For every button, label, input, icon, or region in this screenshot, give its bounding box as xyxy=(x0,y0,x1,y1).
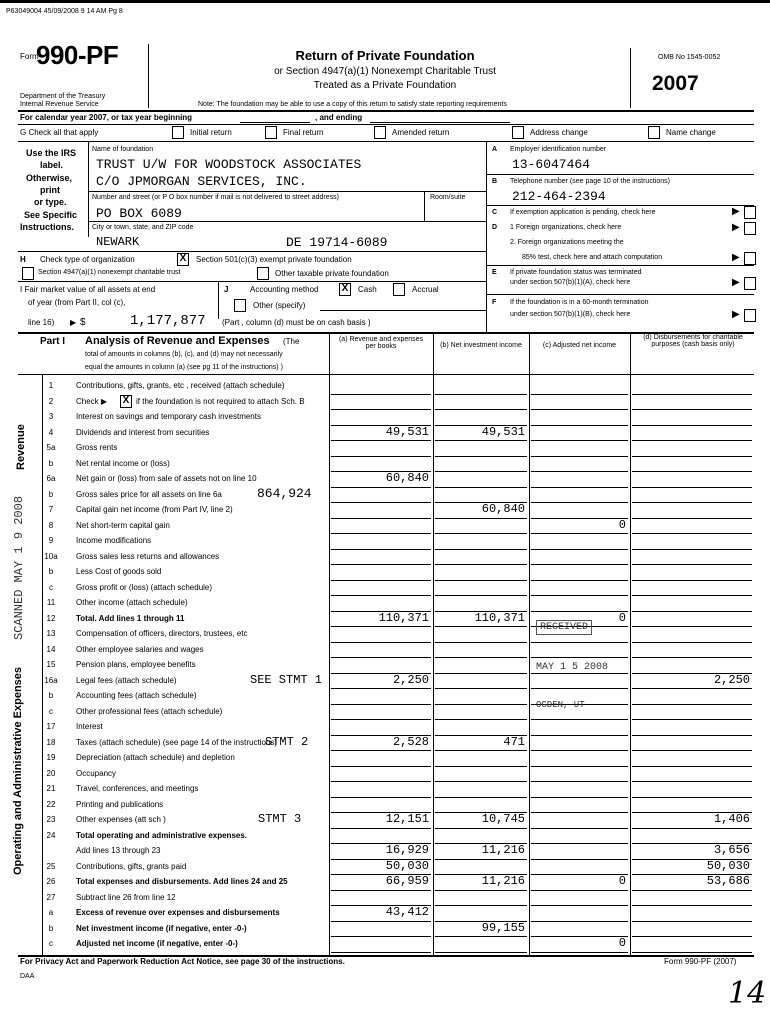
col-a-value: 12,151 xyxy=(385,812,429,826)
table-row xyxy=(0,829,770,843)
line-number: 25 xyxy=(46,861,56,871)
line-label: Adjusted net income (if negative, enter -0-) xyxy=(76,939,238,948)
line-label: Contributions, gifts, grants paid xyxy=(76,861,187,871)
line-label: Legal fees (attach schedule) xyxy=(76,675,177,685)
line-number: b xyxy=(48,489,54,499)
street-address: PO BOX 6089 xyxy=(96,206,182,221)
h-label: H xyxy=(20,255,26,264)
table-row xyxy=(0,441,770,455)
col-b-value: 10,745 xyxy=(481,812,525,826)
line-label: Net gain or (loss) from sale of assets not on line 10 xyxy=(76,474,257,483)
line-number: 23 xyxy=(46,815,56,824)
line-number: 16a xyxy=(44,675,58,685)
line-number: 9 xyxy=(48,536,54,545)
line-label: Add lines 13 through 23 xyxy=(76,846,161,855)
table-row xyxy=(0,426,770,440)
table-row xyxy=(0,891,770,905)
d2-arrow-icon: ▶ xyxy=(732,252,740,263)
fmv-label3: line 16) xyxy=(28,318,55,327)
table-row xyxy=(0,410,770,424)
cash-label: Cash xyxy=(358,285,377,294)
terminated-label: If private foundation status was terminated xyxy=(510,269,642,276)
part-i-label: Part I xyxy=(40,336,66,347)
col-b-value: 49,531 xyxy=(481,424,525,439)
cash-checkbox[interactable]: X xyxy=(339,283,351,296)
line-label: Other employee salaries and wages xyxy=(76,644,204,654)
foreign-org-label: 1 Foreign organizations, check here xyxy=(510,224,622,231)
top-edge xyxy=(0,0,770,3)
table-row xyxy=(0,937,770,951)
col-c-value: 0 xyxy=(618,610,626,625)
line-label: Pension plans, employee benefits xyxy=(76,660,196,669)
line-label: Occupancy xyxy=(76,768,117,778)
calendar-year-label: For calendar year 2007, or tax year beginning xyxy=(20,113,193,122)
e-arrow-icon: ▶ xyxy=(732,277,740,288)
or-type-word: or type. xyxy=(34,197,67,207)
fmv-label2: of year (from Part II, col (c), xyxy=(28,298,126,307)
line-number: 6a xyxy=(46,474,56,483)
gross-sales-value: 864,924 xyxy=(257,485,312,501)
dept-line1: Department of the Treasury xyxy=(20,93,106,100)
table-row xyxy=(0,503,770,517)
col-a-value: 66,959 xyxy=(385,874,429,888)
line-label: Subtract line 26 from line 12 xyxy=(76,892,176,902)
line-label: Other professional fees (attach schedule) xyxy=(76,706,223,716)
table-row xyxy=(0,472,770,486)
col-b-value: 60,840 xyxy=(481,502,525,516)
ein-caption: Employer identification number xyxy=(510,146,607,153)
form-word: Form xyxy=(20,52,39,61)
col-b-value: 11,216 xyxy=(481,874,525,888)
col-b-header: (b) Net investment income xyxy=(440,342,522,349)
line-label: Capital gain net income (from Part IV, line 2) xyxy=(76,505,233,514)
foundation-name-caption: Name of foundation xyxy=(92,146,154,153)
revenue-side-label: Revenue xyxy=(15,424,27,470)
accounting-method-label: Accounting method xyxy=(250,285,319,294)
line-number: 26 xyxy=(46,877,56,886)
part-i-title-tail: (The xyxy=(283,337,300,346)
table-row xyxy=(0,736,770,750)
foreign-85-label: 2. Foreign organizations meeting the xyxy=(510,239,624,246)
table-row xyxy=(0,906,770,920)
city: NEWARK xyxy=(96,235,140,249)
e-label: E xyxy=(492,269,497,276)
line-label-tail: if the foundation is not required to attach Sch. B xyxy=(136,396,305,406)
table-row xyxy=(0,767,770,781)
table-row xyxy=(0,596,770,610)
form-year: 2007 xyxy=(652,72,699,95)
top-stamp: P63049004 45/09/2008 9 14 AM Pg 8 xyxy=(6,8,123,15)
f-label: F xyxy=(492,299,497,306)
fmv-label: I Fair market value of all assets at end xyxy=(20,285,156,294)
line-label: Net investment income (if negative, enter -0-) xyxy=(76,923,247,933)
see-specific-word: See Specific xyxy=(24,210,78,220)
col-a-value: 16,929 xyxy=(385,843,429,857)
line-number: 11 xyxy=(46,598,56,607)
line-number: 22 xyxy=(46,799,56,809)
other-method-label: Other (specify) xyxy=(253,301,306,310)
accrual-label: Accrual xyxy=(412,285,439,294)
form-subtitle: or Section 4947(a)(1) Nonexempt Charitable Trust xyxy=(274,66,496,77)
col-a-value: 60,840 xyxy=(385,471,429,485)
phone-value: 212-464-2394 xyxy=(512,189,606,204)
col-d-value: 53,686 xyxy=(706,874,750,888)
line-label: Gross sales less returns and allowances xyxy=(76,551,220,561)
col-d-value: 1,406 xyxy=(713,812,750,826)
dollar-sign: $ xyxy=(80,317,86,328)
line-label: Interest on savings and temporary cash investments xyxy=(76,412,261,421)
table-row xyxy=(0,844,770,858)
sixty-month-checkbox[interactable] xyxy=(744,309,756,322)
col-c-value: 0 xyxy=(618,936,626,950)
name-change-checkbox[interactable] xyxy=(648,126,660,139)
foreign-85-label2: 85% test, check here and attach computation xyxy=(522,254,663,261)
received-stamp: RECEIVED xyxy=(536,620,592,635)
col-b-value: 110,371 xyxy=(474,610,525,625)
line-label: Total. Add lines 1 through 11 xyxy=(76,613,185,623)
col-b-value: 471 xyxy=(503,734,525,749)
line-label: Total expenses and disbursements. Add lines 24 and 25 xyxy=(76,877,288,886)
fmv-value: 1,177,877 xyxy=(130,313,206,329)
c-label: C xyxy=(492,209,498,216)
table-row xyxy=(0,395,770,409)
table-row xyxy=(0,689,770,703)
4947-checkbox[interactable] xyxy=(22,267,34,280)
cash-basis-note: (Part , column (d) must be on cash basis ) xyxy=(222,318,371,327)
otherwise-word: Otherwise, xyxy=(26,173,73,183)
city-caption: City or town, state, and ZIP code xyxy=(92,224,194,231)
table-row xyxy=(0,860,770,874)
a-label: A xyxy=(492,146,498,153)
foundation-name-line1: TRUST U/W FOR WOODSTOCK ASSOCIATES xyxy=(96,157,362,172)
table-row xyxy=(0,922,770,936)
omb-number: OMB No 1545-0052 xyxy=(658,54,721,61)
other-taxable-label: Other taxable private foundation xyxy=(275,269,389,278)
line-label: Excess of revenue over expenses and disbursements xyxy=(76,908,280,917)
final-return-label: Final return xyxy=(283,128,324,137)
line-number: b xyxy=(48,458,54,468)
street-caption: Number and street (or P O box number if mail is not delivered to street address) xyxy=(92,194,339,201)
part-i-title: Analysis of Revenue and Expenses xyxy=(85,335,270,347)
line-label: Gross rents xyxy=(76,443,118,452)
line-label: Check ▶ xyxy=(76,396,108,406)
amended-return-label: Amended return xyxy=(392,128,450,137)
line-number: b xyxy=(48,691,54,700)
ogden-stamp: OGDEN, UT xyxy=(536,700,585,710)
statement-ref: STMT 3 xyxy=(258,812,302,826)
c-arrow-icon: ▶ xyxy=(732,206,740,217)
exemption-pending-label: If exemption application is pending, check here xyxy=(510,209,656,216)
line-label: Accounting fees (attach schedule) xyxy=(76,691,197,700)
other-taxable-checkbox[interactable] xyxy=(257,267,269,280)
line-label: Net short-term capital gain xyxy=(76,520,170,530)
d1-arrow-icon: ▶ xyxy=(732,222,740,233)
received-date-stamp: MAY 1 5 2008 xyxy=(536,662,609,673)
line-label: Dividends and interest from securities xyxy=(76,427,210,437)
table-row xyxy=(0,457,770,471)
g-check-all-label: G Check all that apply xyxy=(20,128,99,137)
sixty-month-label2: under section 507(b)(1)(B), check here xyxy=(510,311,631,318)
col-d-value: 2,250 xyxy=(713,672,750,687)
line-number: 5a xyxy=(46,443,56,452)
exemption-pending-checkbox[interactable] xyxy=(744,206,756,219)
line-label: Travel, conferences, and meetings xyxy=(76,784,199,793)
foreign-org-checkbox[interactable] xyxy=(744,222,756,235)
line-number: 2 xyxy=(48,396,54,406)
table-row xyxy=(0,534,770,548)
line-label: Income modifications xyxy=(76,536,152,545)
instructions-word: Instructions. xyxy=(20,222,75,232)
line-number: 21 xyxy=(46,784,56,793)
table-row xyxy=(0,627,770,641)
table-row xyxy=(0,782,770,796)
line-number: b xyxy=(48,923,54,933)
line-number: 20 xyxy=(46,768,56,778)
line-number: 8 xyxy=(48,520,54,530)
foundation-name-line2: C/O JPMORGAN SERVICES, INC. xyxy=(96,174,307,189)
col-a-value: 49,531 xyxy=(385,424,429,439)
table-row xyxy=(0,581,770,595)
line-number: 15 xyxy=(46,660,56,669)
calendar-ending-label: , and ending xyxy=(315,113,363,122)
line-number: 14 xyxy=(46,644,56,654)
form-title: Return of Private Foundation xyxy=(295,48,475,63)
table-row xyxy=(0,658,770,672)
initial-return-label: Initial return xyxy=(190,128,232,137)
col-a-value: 43,412 xyxy=(385,905,429,919)
col-c-value: 0 xyxy=(618,874,626,888)
address-change-label: Address change xyxy=(530,128,588,137)
phone-caption: Telephone number (see page 10 of the instructions) xyxy=(510,178,670,185)
col-a-value: 110,371 xyxy=(378,610,429,625)
table-row xyxy=(0,379,770,393)
line-number: 12 xyxy=(46,613,56,623)
col-b-value: 99,155 xyxy=(481,920,525,935)
line-number: 19 xyxy=(46,753,56,762)
terminated-label2: under section 507(b)(1)(A), check here xyxy=(510,279,631,286)
col-a-value: 2,250 xyxy=(392,672,429,687)
label-word: label. xyxy=(40,160,64,170)
table-row xyxy=(0,643,770,657)
line-label: Contributions, gifts, grants, etc , received (attach schedule) xyxy=(76,381,285,390)
part-i-desc2: equal the amounts in column (a) (see pg 11 of the instructions) ) xyxy=(85,364,283,371)
col-d-value: 3,656 xyxy=(713,843,750,857)
col-a-value: 2,528 xyxy=(392,734,429,749)
line-number: a xyxy=(48,908,54,917)
line-number: 4 xyxy=(48,427,54,437)
col-d-value: 50,030 xyxy=(706,858,750,873)
table-row xyxy=(0,751,770,765)
col-a-header: (a) Revenue and expenses per books xyxy=(338,336,424,350)
line-label: Printing and publications xyxy=(76,799,164,809)
form-subtitle2: Treated as a Private Foundation xyxy=(313,80,457,91)
table-row xyxy=(0,798,770,812)
room-suite-caption: Room/suite xyxy=(430,194,466,201)
arrow-icon: ▶ xyxy=(70,318,77,327)
line-label: Less Cost of goods sold xyxy=(76,567,162,576)
table-row xyxy=(0,612,770,626)
sch-b-checkbox[interactable]: X xyxy=(120,395,132,408)
col-b-value: 11,216 xyxy=(481,843,525,857)
line-number: 17 xyxy=(46,722,56,731)
line-label: Interest xyxy=(76,722,103,731)
line-number: 3 xyxy=(48,412,54,421)
table-row xyxy=(0,519,770,533)
b-label: B xyxy=(492,178,498,185)
line-label: Gross sales price for all assets on line 6a xyxy=(76,489,222,499)
line-label: Other income (attach schedule) xyxy=(76,598,188,607)
d-label: D xyxy=(492,224,498,231)
dept-line2: Internal Revenue Service xyxy=(20,101,99,108)
line-label: Other expenses (att sch ) xyxy=(76,815,166,824)
handwritten-page-number: 14 xyxy=(728,976,767,1011)
line-label: Compensation of officers, directors, trustees, etc xyxy=(76,629,248,638)
f-arrow-icon: ▶ xyxy=(732,309,740,320)
line-number: 7 xyxy=(48,505,54,514)
line-number: c xyxy=(49,939,53,948)
form-footer-ref: Form 990-PF (2007) xyxy=(664,957,737,966)
table-row xyxy=(0,705,770,719)
print-word: print xyxy=(40,185,60,195)
table-row xyxy=(0,485,770,502)
col-d-header: (d) Disbursements for charitable purposes (cash basis only) xyxy=(643,334,743,348)
line-number: c xyxy=(49,706,53,716)
4947-label: Section 4947(a)(1) nonexempt charitable trust xyxy=(38,269,181,276)
col-c-header: (c) Adjusted net income xyxy=(542,342,617,349)
table-row xyxy=(0,875,770,889)
statement-ref: SEE STMT 1 xyxy=(250,672,323,687)
daa-label: DAA xyxy=(20,973,35,980)
table-row xyxy=(0,674,770,688)
address-change-checkbox[interactable] xyxy=(512,126,524,139)
line-number: 1 xyxy=(48,381,54,390)
expenses-side-label: Operating and Administrative Expenses xyxy=(12,666,24,875)
use-irs-label: Use the IRS xyxy=(26,148,77,158)
line-number: 18 xyxy=(46,737,56,747)
line-label: Depreciation (attach schedule) and depletion xyxy=(76,753,235,762)
final-return-checkbox[interactable] xyxy=(265,126,277,139)
initial-return-checkbox[interactable] xyxy=(172,126,184,139)
scanned-stamp: SCANNED MAY 1 9 2008 xyxy=(12,495,26,640)
form-number: 990-PF xyxy=(36,40,119,70)
line-number: 10a xyxy=(44,551,58,561)
name-change-label: Name change xyxy=(666,128,716,137)
col-a-value: 50,030 xyxy=(385,858,429,873)
table-row xyxy=(0,550,770,564)
terminated-checkbox[interactable] xyxy=(744,277,756,290)
line-label: Total operating and administrative expenses. xyxy=(76,830,248,840)
line-number: c xyxy=(49,582,53,592)
line-number: b xyxy=(48,567,54,576)
part-i-desc1: total of amounts in columns (b), (c), and (d) may not necessarily xyxy=(85,351,283,358)
sixty-month-label: If the foundation is in a 60-month termination xyxy=(510,299,649,306)
j-label: J xyxy=(224,285,229,294)
foreign-85-checkbox[interactable] xyxy=(744,252,756,265)
line-label: Taxes (attach schedule) (see page 14 of the instructions) xyxy=(76,737,277,747)
table-row xyxy=(0,565,770,579)
other-method-checkbox[interactable] xyxy=(234,299,246,312)
501c3-label: Section 501(c)(3) exempt private foundation xyxy=(196,255,352,264)
ein-value: 13-6047464 xyxy=(512,157,591,172)
line-number: 27 xyxy=(46,892,56,902)
privacy-notice: For Privacy Act and Paperwork Reduction Act Notice, see page 30 of the instructions. xyxy=(20,957,345,966)
org-type-label: Check type of organization xyxy=(40,255,135,264)
line-number: 13 xyxy=(46,629,56,638)
state-zip: DE 19714-6089 xyxy=(286,235,388,250)
accrual-checkbox[interactable] xyxy=(393,283,405,296)
form-note: Note: The foundation may be able to use a copy of this return to satisfy state reporting requirements xyxy=(198,101,507,108)
amended-return-checkbox[interactable] xyxy=(374,126,386,139)
line-label: Gross profit or (loss) (attach schedule) xyxy=(76,582,213,592)
col-c-value: 0 xyxy=(618,517,626,532)
table-row xyxy=(0,720,770,734)
501c3-checkbox[interactable]: X xyxy=(177,253,189,266)
line-number: 24 xyxy=(46,830,56,840)
line-label: Net rental income or (loss) xyxy=(76,458,170,468)
statement-ref: STMT 2 xyxy=(265,734,309,749)
table-row xyxy=(0,813,770,827)
